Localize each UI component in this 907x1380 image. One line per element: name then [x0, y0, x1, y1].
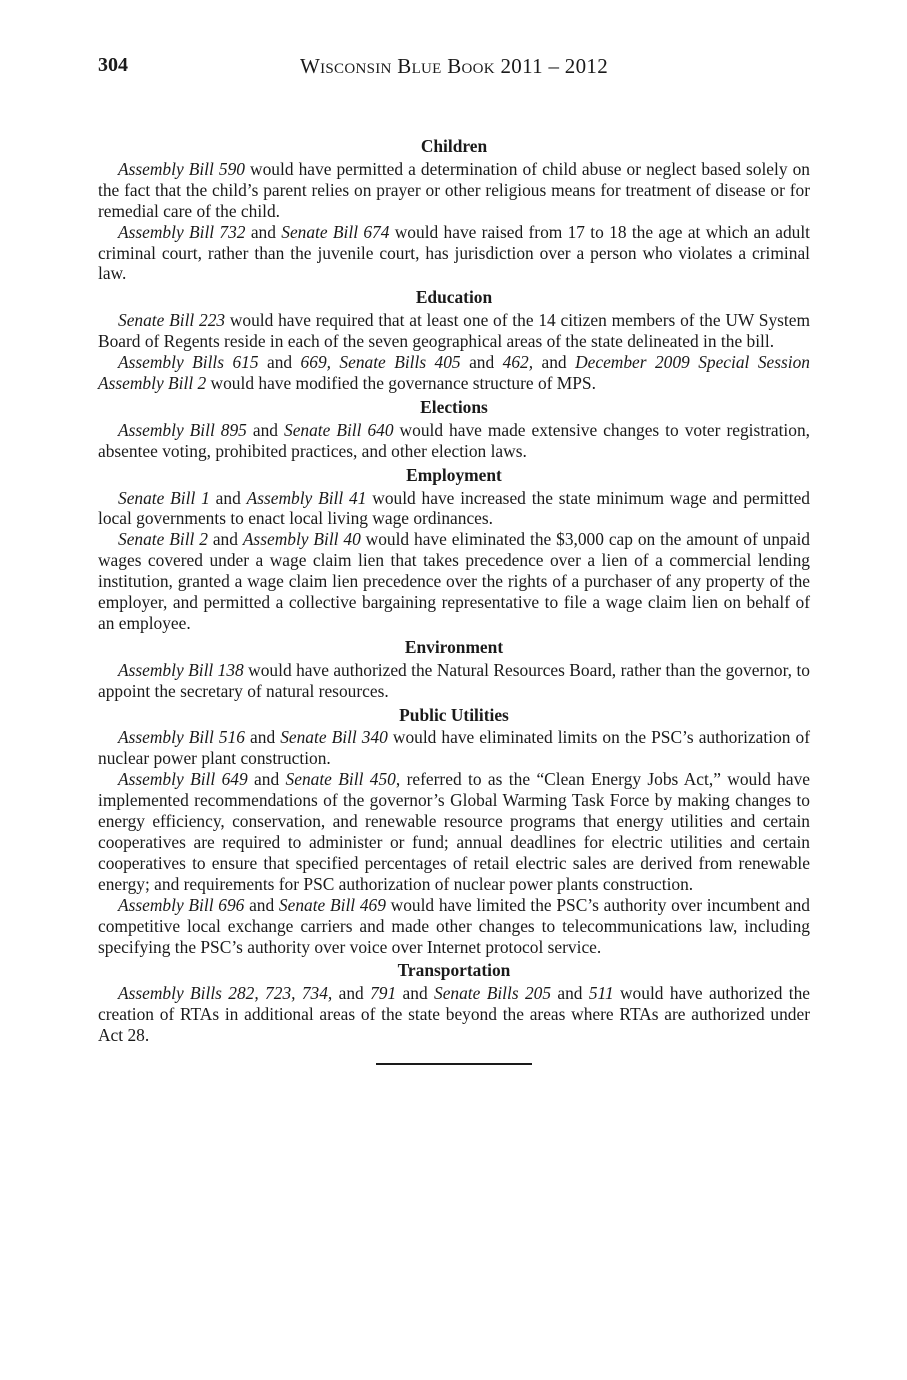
section-heading-environment: Environment: [404, 636, 504, 657]
page-number: 304: [98, 54, 128, 76]
paragraph: Assembly Bill 649 and Senate Bill 450, referred to as the “Clean Energy Jobs Act,” would have implemented recommendations of the governor’s Global Warming Task Force by making changes to energy efficiency, conservation, and renewable resource programs that energy utilities and certain cooperatives are required to administer or fund; annual deadlines for electric utilities and certain cooperatives to ensure that specified percentages of retail electric sales are derived from renewable energy; and requirements for PSC authorization of nuclear power plants construction.: [98, 769, 810, 894]
paragraph: Assembly Bill 590 would have permitted a determination of child abuse or neglect based solely on the fact that the child’s parent relies on prayer or other religious means for treatment of disease or for remedial care of the child.: [98, 158, 810, 221]
paragraph: Senate Bill 2 and Assembly Bill 40 would have eliminated the $3,000 cap on the amount of unpaid wages covered under a wage claim lien that takes precedence over a lien of a commercial lending institution, granted a wage claim lien precedence over the rights of a purchaser of any property of the employer, and permitted a collective bargaining representative to file a wage claim lien on behalf of an employee.: [98, 529, 810, 633]
paragraph: Senate Bill 223 would have required that at least one of the 14 citizen members of the UW System Board of Regents reside in each of the seven geographical areas of the state delineated in the bill.: [98, 310, 810, 352]
paragraph: Assembly Bill 138 would have authorized the Natural Resources Board, rather than the governor, to appoint the secretary of natural resources.: [98, 659, 810, 701]
page-header: [98, 54, 810, 82]
page-body: [98, 133, 810, 1065]
section-heading-employment: Employment: [406, 464, 502, 485]
section-heading-children: Children: [420, 136, 488, 156]
section-heading-public-utilities: Public Utilities: [399, 704, 509, 725]
paragraph: Assembly Bill 732 and Senate Bill 674 would have raised from 17 to 18 the age at which an adult criminal court, rather than the juvenile court, has jurisdiction over a person who violates a criminal law.: [98, 221, 811, 284]
section-end-rule: [376, 1063, 532, 1065]
running-title: Wisconsin Blue Book 2011 – 2012: [299, 54, 608, 78]
paragraph: Assembly Bill 696 and Senate Bill 469 would have limited the PSC’s authority over incumbent and competitive local exchange carriers and made other changes to telecommunications law, including specifying the PSC’s authority over voice over Internet protocol service.: [98, 894, 810, 957]
section-heading-elections: Elections: [420, 396, 488, 417]
paragraph: Assembly Bill 516 and Senate Bill 340 would have eliminated limits on the PSC’s authorization of nuclear power plant construction.: [98, 727, 810, 769]
section-heading-transportation: Transportation: [397, 960, 511, 981]
paragraph: Assembly Bills 282, 723, 734, and 791 and Senate Bills 205 and 511 would have authorized the creation of RTAs in additional areas of the state beyond the areas where RTAs are authorized under Act 28.: [98, 983, 810, 1046]
section-heading-education: Education: [415, 287, 493, 308]
paragraph: Assembly Bills 615 and 669, Senate Bills 405 and 462, and December 2009 Special Session Assembly Bill 2 would have modified the governance structure of MPS.: [98, 352, 810, 393]
paragraph: Assembly Bill 895 and Senate Bill 640 would have made extensive changes to voter registration, absentee voting, prohibited practices, and other election laws.: [98, 419, 810, 461]
paragraph: Senate Bill 1 and Assembly Bill 41 would have increased the state minimum wage and permitted local governments to enact local living wage ordinances.: [98, 487, 810, 529]
